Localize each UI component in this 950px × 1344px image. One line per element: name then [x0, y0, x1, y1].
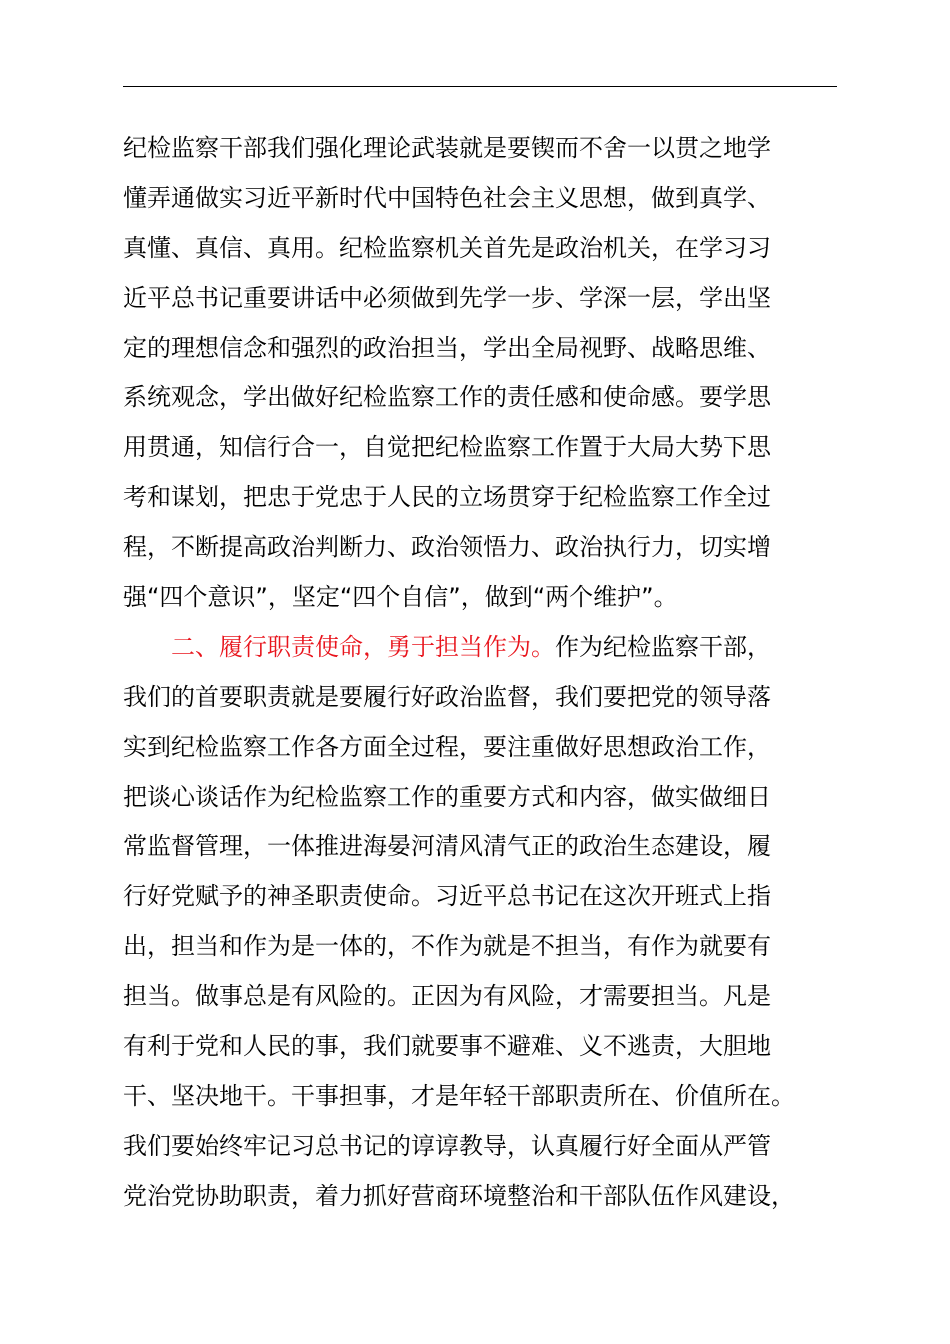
section-2-first-line-text: 作为纪检监察干部，: [555, 632, 771, 661]
text-line: 系统观念，学出做好纪检监察工作的责任感和使命感。要学思: [123, 383, 771, 412]
text-line: 强“四个意识”，坚定“四个自信”，做到“两个维护”。: [123, 583, 678, 612]
text-line: 行好党赋予的神圣职责使命。习近平总书记在这次开班式上指: [123, 882, 771, 911]
header-rule: [123, 86, 837, 87]
text-line: 用贯通，知信行合一，自觉把纪检监察工作置于大局大势下思: [123, 433, 771, 462]
section-2-first-line: [123, 623, 843, 673]
text-line: 实到纪检监察工作各方面全过程，要注重做好思想政治工作，: [123, 732, 771, 761]
text-line: 把谈心谈话作为纪检监察工作的重要方式和内容，做实做细日: [123, 782, 771, 811]
paragraph-continued: [123, 124, 843, 623]
paragraph-section-2: [123, 623, 843, 1222]
document-body: [123, 124, 843, 1222]
section-2-heading: 二、履行职责使命，勇于担当作为。: [171, 632, 555, 661]
text-line: 常监督管理，一体推进海晏河清风清气正的政治生态建设，履: [123, 832, 771, 861]
text-line: 有利于党和人民的事，我们就要事不避难、义不逃责，大胆地: [123, 1032, 771, 1061]
text-line: 考和谋划，把忠于党忠于人民的立场贯穿于纪检监察工作全过: [123, 483, 771, 512]
text-line: 真懂、真信、真用。纪检监察机关首先是政治机关，在学习习: [123, 233, 771, 262]
text-line: 近平总书记重要讲话中必须做到先学一步、学深一层，学出坚: [123, 283, 771, 312]
text-line: 我们要始终牢记习总书记的谆谆教导，认真履行好全面从严管: [123, 1131, 771, 1160]
text-line: 干、坚决地干。干事担事，才是年轻干部职责所在、价值所在。: [123, 1081, 795, 1110]
text-line: 程，不断提高政治判断力、政治领悟力、政治执行力，切实增: [123, 533, 771, 562]
text-line: 懂弄通做实习近平新时代中国特色社会主义思想，做到真学、: [123, 183, 771, 212]
text-line: 担当。做事总是有风险的。正因为有风险，才需要担当。凡是: [123, 982, 771, 1011]
text-line: 定的理想信念和强烈的政治担当，学出全局视野、战略思维、: [123, 333, 771, 362]
text-line: 党治党协助职责，着力抓好营商环境整治和干部队伍作风建设，: [123, 1181, 795, 1210]
text-line: 出，担当和作为是一体的，不作为就是不担当，有作为就要有: [123, 932, 771, 961]
text-line: 纪检监察干部我们强化理论武装就是要锲而不舍一以贯之地学: [123, 134, 771, 162]
text-line: 我们的首要职责就是要履行好政治监督，我们要把党的领导落: [123, 682, 771, 711]
